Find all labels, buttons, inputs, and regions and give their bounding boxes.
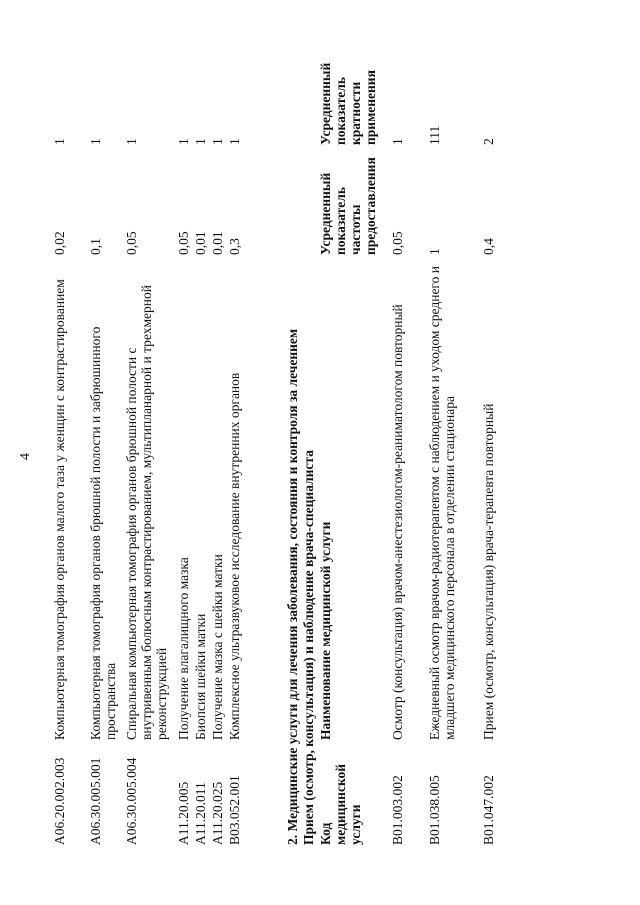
- service-code: A06.30.005.004: [124, 757, 139, 845]
- frequency-value: 0,01: [193, 231, 208, 255]
- service-name: Спиральная компьютерная томография органов брюшной полости с внутривенным болюсным контрастированием, мультипланарной и трехмерной реконструкцией: [124, 285, 169, 740]
- service-code: B01.047.002: [481, 775, 496, 845]
- service-code: B03.052.001: [227, 775, 242, 845]
- service-code: A11.20.005: [176, 781, 191, 845]
- multiplicity-value: 1: [193, 138, 208, 145]
- column-header-multiplicity: Усредненный показатель кратности применения: [318, 62, 378, 145]
- service-name: Прием (осмотр, консультация) врача-терапевта повторный: [481, 403, 496, 740]
- service-name: Ежедневный осмотр врачом-радиотерапевтом с наблюдением и уходом среднего и младшего медицинского персонала в отделении стационара: [427, 266, 457, 740]
- service-name: Комплексное ультразвуковое исследование внутренних органов: [227, 372, 242, 740]
- frequency-value: 0,02: [52, 231, 67, 255]
- multiplicity-value: 111: [427, 125, 442, 145]
- page-number: 4: [18, 453, 33, 460]
- service-code: B01.003.002: [390, 775, 405, 845]
- multiplicity-value: 1: [227, 138, 242, 145]
- service-code: A06.20.002.003: [52, 757, 67, 845]
- frequency-value: 0,3: [227, 238, 242, 255]
- multiplicity-value: 2: [481, 138, 496, 145]
- service-code: B01.038.005: [427, 775, 442, 845]
- frequency-value: 0,01: [210, 231, 225, 255]
- service-name: Компьютерная томография органов малого таза у женщин с контрастированием: [52, 279, 67, 740]
- frequency-value: 0,05: [176, 231, 191, 255]
- multiplicity-value: 1: [88, 138, 103, 145]
- service-code: A11.20.025: [210, 781, 225, 845]
- service-name: Компьютерная томография органов брюшной полости и забрюшинного пространства: [88, 326, 118, 740]
- multiplicity-value: 1: [390, 138, 405, 145]
- section-subheading: Прием (осмотр, консультация) и наблюдение врача-специалиста: [301, 450, 316, 845]
- column-header-frequency: Усредненный показатель частоты предоставления: [318, 157, 378, 255]
- section-heading: 2. Медицинские услуги для лечения заболевания, состояния и контроля за лечением: [285, 328, 300, 845]
- service-name: Получение мазка с шейки матки: [210, 554, 225, 740]
- frequency-value: 0,4: [481, 238, 496, 255]
- column-header-code: Код медицинской услуги: [318, 763, 363, 845]
- frequency-value: 0,1: [88, 238, 103, 255]
- multiplicity-value: 1: [52, 138, 67, 145]
- frequency-value: 1: [427, 248, 442, 255]
- service-name: Биопсия шейки матки: [193, 613, 208, 740]
- multiplicity-value: 1: [124, 138, 139, 145]
- service-code: A11.20.011: [193, 782, 208, 845]
- frequency-value: 0,05: [390, 231, 405, 255]
- service-name: Осмотр (консультация) врачом-анестезиологом-реаниматологом повторный: [390, 304, 405, 740]
- multiplicity-value: 1: [176, 138, 191, 145]
- column-header-name: Наименование медицинской услуги: [318, 521, 333, 740]
- service-code: A06.30.005.001: [88, 757, 103, 845]
- multiplicity-value: 1: [210, 138, 225, 145]
- frequency-value: 0,05: [124, 231, 139, 255]
- service-name: Получение влагалищного мазка: [176, 557, 191, 740]
